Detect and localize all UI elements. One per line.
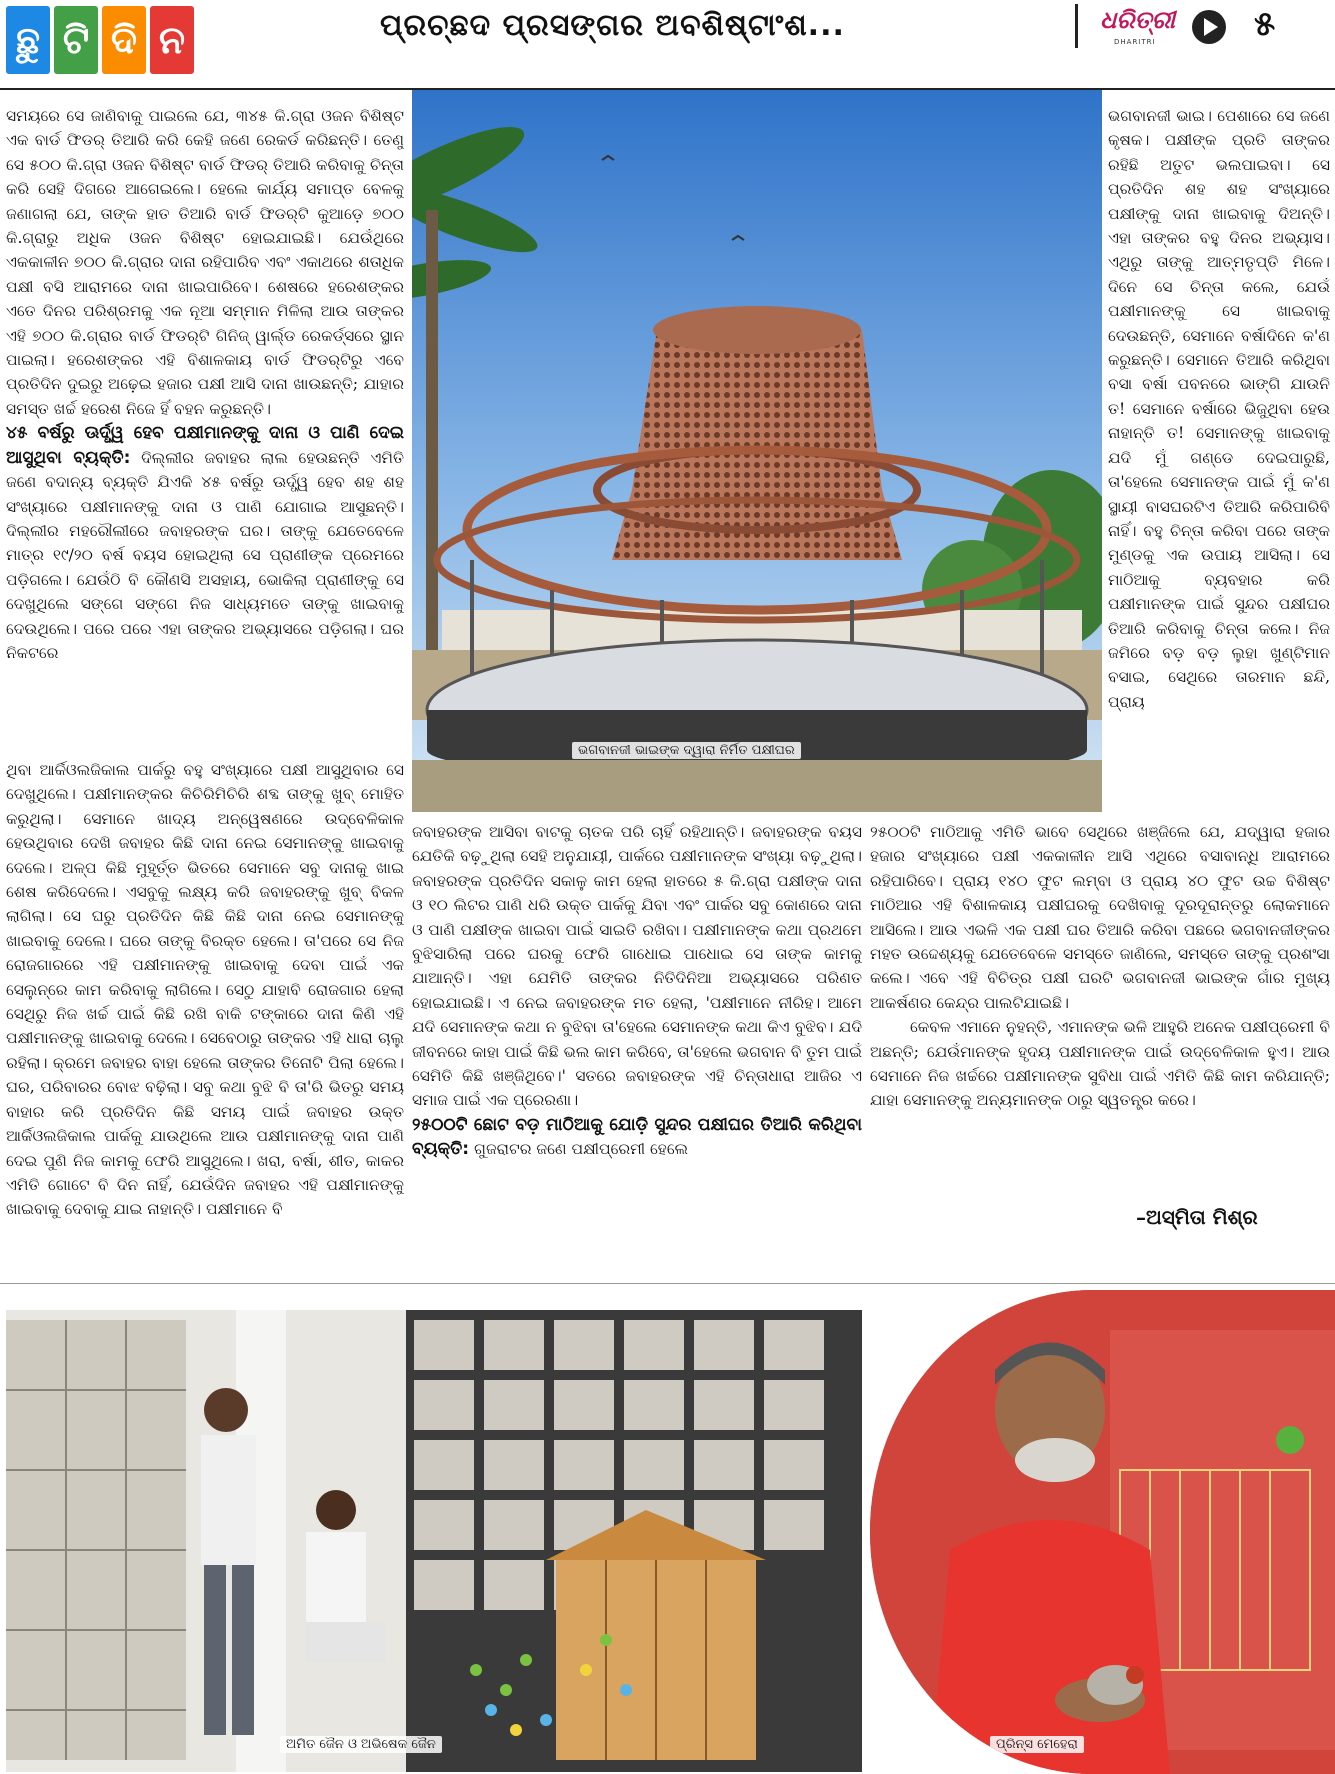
logo-letter-1: ଛୁ: [6, 6, 50, 74]
paragraph: ୨୫୦୦ଟି ମାଠିଆକୁ ଏମିତି ଭାବେ ସେଥିରେ ଖଞ୍ଜିଲେ ଯେ, ଯଦ୍ୱାରା ହଜାର ହଜାର ସଂଖ୍ୟାରେ ପକ୍ଷୀ ଏକକାଳୀନ ଆସି ଏଥିରେ ବସାବାନ୍ଧି ଆରାମରେ ରହିପାରିବେ। ପ୍ରାୟ ୧୪୦ ଫୁଟ ଲମ୍ବା ଓ ପ୍ରାୟ ୪୦ ଫୁଟ ଉଚ୍ଚ ବିଶିଷ୍ଟ ମାଠିଆର ଏହି ବିଶାଳକାୟ ପକ୍ଷୀଘରକୁ ଦେଖିବାକୁ ଦୂରଦୂରାନ୍ତରୁ ଲୋକମାନେ ଆସିଲେ। ଆଉ ଏଭଳି ଏକ ପକ୍ଷୀ ଘର ତିଆରି କରିବା ପଛରେ ଭଗବାନଜୀଙ୍କର ମହତ ଉଦ୍ଦେଶ୍ୟକୁ ଯେତେବେଳେ ସମସ୍ତେ ଜାଣିଲେ, ସମସ୍ତେ ତାଙ୍କୁ ପ୍ରଶଂସା କଲେ। ଏବେ ଏହି ବିଚିତ୍ର ପକ୍ଷୀ ଘରଟି ଭଗବାନଜୀ ଭାଇଙ୍କ ଗାଁର ମୁଖ୍ୟ ଆକର୍ଷଣର କେନ୍ଦ୍ର ପାଲଟିଯାଇଛି।: [870, 823, 1330, 1012]
article-column-left: [6, 104, 404, 754]
bird-tower-photo: [412, 90, 1102, 812]
byline: –ଅସ୍ମିତା ମିଶ୍ର: [1136, 1205, 1258, 1229]
paragraph: କେବଳ ଏମାନେ ନୁହନ୍ତି, ଏମାନଙ୍କ ଭଳି ଆହୁରି ଅନେକ ପକ୍ଷୀପ୍ରେମୀ ବି ଅଛନ୍ତି; ଯେଉଁମାନଙ୍କ ହୃଦୟ ପକ୍ଷୀମାନଙ୍କ ପାଇଁ ଉଦ୍‌ବେଳିକାଳ ହୁଏ। ଆଉ ସେମାନେ ନିଜ ଖର୍ଚ୍ଚରେ ପକ୍ଷୀମାନଙ୍କ ସୁବିଧା ପାଇଁ ଏମିତି କିଛି କାମ କରିଯାନ୍ତି; ଯାହା ସେମାନଙ୍କୁ ଅନ୍ୟମାନଙ୍କ ଠାରୁ ସ୍ୱତନ୍ତ୍ର କରେ।: [870, 1018, 1330, 1110]
bird-tower-illustration: [412, 90, 1102, 812]
article-column-right-bottom: [870, 820, 1330, 1200]
logo-letter-3: ଦି: [102, 6, 146, 74]
paragraph: ଗୁଜରାଟର ଜଣେ ପକ୍ଷୀପ୍ରେମୀ ହେଲେ: [474, 1140, 689, 1159]
paragraph: ଜବାହରଙ୍କ ଆସିବା ବାଟକୁ ଚାତକ ପରି ଚାହିଁ ରହିଥାନ୍ତି। ଜବାହରଙ୍କ ବୟସ ଯେତିକି ବଢ଼ୁଥିଲା ସେହି ଅନୁଯାୟୀ, ପାର୍କରେ ପକ୍ଷୀମାନଙ୍କ ସଂଖ୍ୟା ବଢ଼ୁଥିଲା। ଜବାହରଙ୍କ ପ୍ରତିଦିନ ସକାଳୁ କାମ ହେଲା ହାତରେ ୫ କି.ଗ୍ରା ପକ୍ଷୀଙ୍କ ଦାନା ଓ ୧୦ ଲିଟର ପାଣି ଧରି ଉକ୍ତ ପାର୍କକୁ ଯିବା ଏବଂ ପାର୍କର ସବୁ କୋଣରେ ଦାନା ଓ ପାଣି ପକ୍ଷୀଙ୍କ ଖାଇବା ପାଇଁ ସାଇତି ରଖିବା। ପକ୍ଷୀମାନଙ୍କ କଥା ପ୍ରଥମେ ବୁଝିସାରିଲା ପରେ ଘରକୁ ଫେରି ଗାଧୋଇ ପାଧୋଇ ସେ ତାଙ୍କ କାମକୁ ଯାଆନ୍ତି। ଏହା ଯେମିତି ତାଙ୍କର ନିତିଦିନିଆ ଅଭ୍ୟାସରେ ପରିଣତ ହୋଇଯାଇଛି। ଏ ନେଇ ଜବାହରଙ୍କ ମତ ହେଲା, 'ପକ୍ଷୀମାନେ ନୀରିହ। ଆମେ ଯଦି ସେମାନଙ୍କ କଥା ନ ବୁଝିବା ତା'ହେଲେ ସେମାନଙ୍କ କଥା କିଏ ବୁଝିବ। ଯଦି ଜୀବନରେ କାହା ପାଇଁ କିଛି ଭଲ କାମ କରିବେ, ତା'ହେଲେ ଭଗବାନ ବି ତୁମ ପାଇଁ ସେମିତି କିଛି ଖଞ୍ଜିଥିବେ।' ସତରେ ଜବାହରଙ୍କ ଏହି ଚିନ୍ତାଧାରା ଆଜିର ଏ ସମାଜ ପାଇଁ ଏକ ପ୍ରେରଣା।: [412, 823, 862, 1110]
paragraph: ଭଗବାନଜୀ ଭାଇ। ପେଶାରେ ସେ ଜଣେ କୃଷକ। ପକ୍ଷୀଙ୍କ ପ୍ରତି ତାଙ୍କର ରହିଛି ଅତୁଟ ଭଲପାଇବା। ସେ ପ୍ରତିଦିନ ଶହ ଶହ ସଂଖ୍ୟାରେ ପକ୍ଷୀଙ୍କୁ ଦାନା ଖାଇବାକୁ ଦିଅନ୍ତି। ଏହା ତାଙ୍କର ବହୁ ଦିନର ଅଭ୍ୟାସ। ଏଥିରୁ ତାଙ୍କୁ ଆତ୍ମତୃପ୍ତି ମିଳେ। ଦିନେ ସେ ଚିନ୍ତା କଲେ, ଯେଉଁ ପକ୍ଷୀମାନଙ୍କୁ ସେ ଖାଇବାକୁ ଦେଉଛନ୍ତି, ସେମାନେ ବର୍ଷାଦିନେ କ'ଣ କରୁଛନ୍ତି। ସେମାନେ ତିଆରି କରିଥିବା ବସା ବର୍ଷା ପବନରେ ଭାଙ୍ଗି ଯାଉନି ତ! ସେମାନେ ବର୍ଷାରେ ଭିଜୁଥିବା ହେଉ ନାହାନ୍ତି ତ! ସେମାନଙ୍କୁ ଖାଇବାକୁ ଯଦି ମୁଁ ଗଣ୍ଡେ ଦେଇପାରୁଛି, ତା'ହେଲେ ସେମାନଙ୍କ ପାଇଁ ମୁଁ କ'ଣ ସ୍ଥାୟୀ ବାସଘରଟିଏ ତିଆରି କରିପାରିବି ନାହିଁ। ବହୁ ଚିନ୍ତା କରିବା ପରେ ତାଙ୍କ ମୁଣ୍ଡକୁ ଏକ ଉପାୟ ଆସିଲା। ସେ ମାଠିଆକୁ ବ୍ୟବହାର କରି ପକ୍ଷୀମାନଙ୍କ ପାଇଁ ସୁନ୍ଦର ପକ୍ଷୀଘର ତିଆରି କରିବାକୁ ଚିନ୍ତା କଲେ। ନିଜ ଜମିରେ ବଡ଼ ବଡ଼ ଲୁହା ଖୁଣ୍ଟିମାନ ବସାଇ, ସେଥିରେ ତାରମାନ ଛନ୍ଦି, ପ୍ରାୟ: [1108, 107, 1330, 711]
cages-illustration: [6, 1310, 862, 1772]
cages-photo: [6, 1310, 862, 1772]
article-column-left-bottom: [6, 758, 404, 1262]
logo-letter-4: ନ: [150, 6, 194, 74]
photo-caption: ଅମିତ ଜୈନ ଓ ଅଭିଷେକ ଜୈନ: [280, 1736, 442, 1753]
section-divider: [0, 1283, 1335, 1284]
logo-letter-2: ଟି: [54, 6, 98, 74]
subheading: ୪୫ ବର୍ଷରୁ ଊର୍ଦ୍ଧ୍ୱ ହେବ ପକ୍ଷୀମାନଙ୍କୁ ଦାନା ଓ ପାଣି ଦେଇ ଆସୁଥିବା ବ୍ୟକ୍ତି:: [6, 423, 404, 468]
page-number: ୫: [1254, 4, 1276, 44]
photo-caption: ପ୍ରିନ୍ସ ମେହେରା: [990, 1736, 1084, 1753]
header-divider: [1075, 4, 1078, 48]
article-column-middle: [412, 820, 862, 1260]
paragraph: ଦିଲ୍ଲୀର ଜବାହର ଲାଲ ହେଉଛନ୍ତି ଏମିତି ଜଣେ ବଦାନ୍ୟ ବ୍ୟକ୍ତି ଯିଏକି ୪୫ ବର୍ଷରୁ ଊର୍ଦ୍ଧ୍ୱ ହେବ ଶହ ଶହ ସଂଖ୍ୟାରେ ପକ୍ଷୀମାନଙ୍କୁ ଦାନା ଓ ପାଣି ଯୋଗାଇ ଆସୁଛନ୍ତି। ଦିଲ୍ଲୀର ମହରୌଲୀରେ ଜବାହରଙ୍କ ଘର। ତାଙ୍କୁ ଯେତେବେଳେ ମାତ୍ର ୧୯/୨୦ ବର୍ଷ ବୟସ ହୋଇଥିଲା ସେ ପ୍ରାଣୀଙ୍କ ପ୍ରେମରେ ପଡ଼ିଗଲେ। ଯେଉଁଠି ବି କୌଣସି ଅସହାୟ, ଭୋକିଲା ପ୍ରାଣୀଙ୍କୁ ସେ ଦେଖୁଥିଲେ ସଙ୍ଗେ ସଙ୍ଗେ ନିଜ ସାଧ୍ୟମତେ ତାଙ୍କୁ ଖାଇବାକୁ ଦେଉଥିଲେ। ପରେ ପରେ ଏହା ତାଙ୍କର ଅଭ୍ୟାସରେ ପଡ଼ିଗଲା। ଘର ନିକଟରେ: [6, 448, 404, 662]
brand-logo: ଧରିତ୍ରୀ: [1100, 6, 1175, 34]
brand-subtitle: DHARITRI: [1114, 38, 1156, 46]
paragraph: ଥିବା ଆର୍କିଓଲଜିକାଲ ପାର୍କରୁ ବହୁ ସଂଖ୍ୟାରେ ପକ୍ଷୀ ଆସୁଥିବାର ସେ ଦେଖୁଥିଲେ। ପକ୍ଷୀମାନଙ୍କର କିଚିରିମିଚିରି ଶବ୍ଦ ତାଙ୍କୁ ଖୁବ୍ ମୋହିତ କରୁଥିଲା। ସେମାନେ ଖାଦ୍ୟ ଅନ୍ୱେଷଣରେ ଉଦ୍‌ବେଳିକାଳ ହେଉଥିବାର ଦେଖି ଜବାହର କିଛି ଦାନା ନେଇ ସେମାନଙ୍କୁ ଖାଇବାକୁ ଦେଲେ। ଅଳ୍ପ କିଛି ମୁହୂର୍ତ୍ତ ଭିତରେ ସେମାନେ ସବୁ ଦାନାକୁ ଖାଇ ଶେଷ କରିଦେଲେ। ଏସବୁକୁ ଲକ୍ଷ୍ୟ କରି ଜବାହରଙ୍କୁ ଖୁବ୍ ବିକଳ ଲାଗିଲା। ସେ ଘରୁ ପ୍ରତିଦିନ କିଛି କିଛି ଦାନା ନେଇ ସେମାନଙ୍କୁ ଖାଇବାକୁ ଦେଲେ। ଘରେ ତାଙ୍କୁ ବିରକ୍ତ ହେଲେ। ତା'ପରେ ସେ ନିଜ ରୋଜଗାରରେ ଏହି ପକ୍ଷୀମାନଙ୍କୁ ଖାଇବାକୁ ଦେବା ପାଇଁ ଏକ ସେଲୁନ୍‌ରେ କାମ କରିବାକୁ ଲାଗିଲେ। ସେଠୁ ଯାହାବି ରୋଜଗାର ହେଲା ସେଥିରୁ ନିଜ ଖର୍ଚ୍ଚ ପାଇଁ କିଛି ରଖି ବାକି ଟଙ୍କାରେ ଦାନା କିଣି ଏହି ପକ୍ଷୀମାନଙ୍କୁ ଖାଇବାକୁ ଦେଲେ। ସେବେଠାରୁ ତାଙ୍କର ଏହି ଧାରା ଚାଲୁ ରହିଲା। କ୍ରମେ ଜବାହର ବାହା ହେଲେ ତାଙ୍କର ତିନୋଟି ପିଲା ହେଲେ। ଘର, ପରିବାରର ବୋଝ ବଢ଼ିଲା। ସବୁ କଥା ବୁଝି ବି ତା'ରି ଭିତରୁ ସମୟ ବାହାର କରି ପ୍ରତିଦିନ କିଛି ସମୟ ପାଇଁ ଜବାହର ଉକ୍ତ ଆର୍କିଓଲଜିକାଲ ପାର୍କକୁ ଯାଉଥିଲେ ଆଉ ପକ୍ଷୀମାନଙ୍କୁ ଦାନା ପାଣି ଦେଇ ପୁଣି ନିଜ କାମକୁ ଫେରି ଆସୁଥିଲେ। ଖରା, ବର୍ଷା, ଶୀତ, କାକର ଏମିତି ଗୋଟେ ବି ଦିନ ନାହିଁ, ଯେଉଁଦିନ ଜବାହର ଏହି ପକ୍ଷୀମାନଙ୍କୁ ଖାଇବାକୁ ଦେବାକୁ ଯାଇ ନାହାନ୍ତି। ପକ୍ଷୀମାନେ ବି: [6, 761, 404, 1219]
play-icon: [1192, 10, 1226, 44]
section-logo: [6, 6, 194, 74]
section-title: ପ୍ରଚ୍ଛଦ ପ୍ରସଙ୍ଗର ଅବଶିଷ୍ଟାଂଶ...: [380, 8, 845, 43]
subheading: ୨୫୦୦ଟି ଛୋଟ ବଡ଼ ମାଠିଆକୁ ଯୋଡ଼ି ସୁନ୍ଦର ପକ୍ଷୀଘର ତିଆରି କରିଥିବା ବ୍ୟକ୍ତି:: [412, 1114, 862, 1160]
portrait-illustration: [870, 1290, 1335, 1774]
article-column-right: [1108, 104, 1330, 814]
photo-caption: ଭଗବାନଜୀ ଭାଇଙ୍କ ଦ୍ୱାରା ନିର୍ମିତ ପକ୍ଷୀଘର: [572, 742, 801, 759]
paragraph: ସମୟରେ ସେ ଜାଣିବାକୁ ପାଇଲେ ଯେ, ୩୪୫ କି.ଗ୍ରା ଓଜନ ବିଶିଷ୍ଟ ଏକ ବାର୍ଡ ଫିଡର୍ ତିଆରି କରି କେହି ଜଣେ ରେକର୍ଡ କରିଛନ୍ତି। ତେଣୁ ସେ ୫୦୦ କି.ଗ୍ରା ଓଜନ ବିଶିଷ୍ଟ ବାର୍ଡ ଫିଡର୍ ତିଆରି କରିବାକୁ ଚିନ୍ତା କରି ସେହି ଦିଗରେ ଆଗେଇଲେ। ହେଲେ କାର୍ଯ୍ୟ ସମାପ୍ତ ବେଳକୁ ଜଣାଗଲା ଯେ, ତାଙ୍କ ହାତ ତିଆରି ବାର୍ଡ ଫିଡର୍‌ଟି କୁଆଡ଼େ ୭୦୦ କି.ଗ୍ରାରୁ ଅଧିକ ଓଜନ ବିଶିଷ୍ଟ ହୋଇଯାଇଛି। ଯେଉଁଥିରେ ଏକକାଳୀନ ୭୦୦ କି.ଗ୍ରାର ଦାନା ରହିପାରିବ ଏବଂ ଏକାଥରେ ଶତାଧିକ ପକ୍ଷୀ ବସି ଆରାମରେ ଦାନା ଖାଇପାରିବେ। ଶେଷରେ ହରେଶଙ୍କର ଏତେ ଦିନର ପରିଶ୍ରମକୁ ଏକ ନୂଆ ସମ୍ମାନ ମିଳିଲା ଆଉ ତାଙ୍କର ଏହି ୭୦୦ କି.ଗ୍ରାର ବାର୍ଡ ଫିଡର୍‌ଟି ଗିନିଜ୍ ୱାର୍ଲ୍ଡ ରେକର୍ଡ୍‌ସରେ ସ୍ଥାନ ପାଇଲା। ହରେଶଙ୍କର ଏହି ବିଶାଳକାୟ ବାର୍ଡ ଫିଡର୍‌ଟିରୁ ଏବେ ପ୍ରତିଦିନ ଦୁଇରୁ ଅଢ଼େଇ ହଜାର ପକ୍ଷୀ ଆସି ଦାନା ଖାଉଛନ୍ତି; ଯାହାର ସମସ୍ତ ଖର୍ଚ୍ଚ ହରେଶ ନିଜେ ହିଁ ବହନ କରୁଛନ୍ତି।: [6, 107, 404, 418]
portrait-photo: [870, 1290, 1335, 1774]
